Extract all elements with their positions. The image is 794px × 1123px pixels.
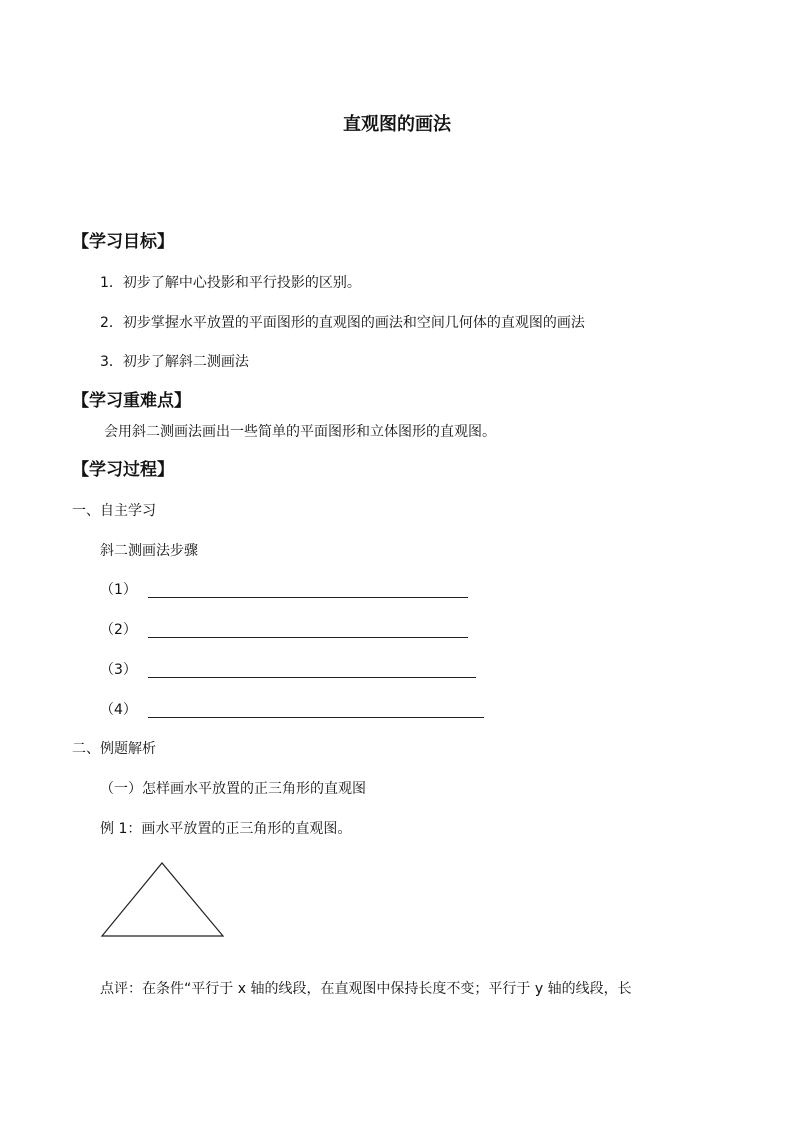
equilateral-triangle-figure: [96, 858, 230, 942]
part1-subheading: 斜二测画法步骤: [100, 543, 198, 559]
step-label-2: （2）: [100, 622, 137, 638]
step-blank-1[interactable]: [148, 597, 468, 598]
step-label-3: （3）: [100, 662, 137, 678]
page-title: 直观图的画法: [343, 114, 451, 135]
step-label-1: （1）: [100, 582, 137, 598]
step-blank-4[interactable]: [148, 717, 484, 718]
example-1-text: 例 1：画水平放置的正三角形的直观图。: [100, 821, 352, 837]
triangle-shape: [102, 863, 223, 936]
step-blank-2[interactable]: [148, 637, 468, 638]
comment-text: 点评：在条件“平行于 x 轴的线段，在直观图中保持长度不变；平行于 y 轴的线段，长: [100, 981, 632, 997]
part2-heading: 二、例题解析: [72, 741, 156, 757]
goal-item-1: 1．初步了解中心投影和平行投影的区别。: [100, 275, 361, 291]
part2-subheading: （一）怎样画水平放置的正三角形的直观图: [100, 781, 366, 797]
goals-heading: 【学习目标】: [72, 232, 174, 252]
keypoints-heading: 【学习重难点】: [72, 391, 191, 411]
step-label-4: （4）: [100, 702, 137, 718]
step-blank-3[interactable]: [148, 677, 476, 678]
keypoints-text: 会用斜二测画法画出一些简单的平面图形和立体图形的直观图。: [104, 424, 496, 440]
goal-item-3: 3．初步了解斜二测画法: [100, 354, 249, 370]
part1-heading: 一、自主学习: [72, 503, 156, 519]
process-heading: 【学习过程】: [72, 460, 174, 480]
goal-item-2: 2．初步掌握水平放置的平面图形的直观图的画法和空间几何体的直观图的画法: [100, 315, 585, 331]
